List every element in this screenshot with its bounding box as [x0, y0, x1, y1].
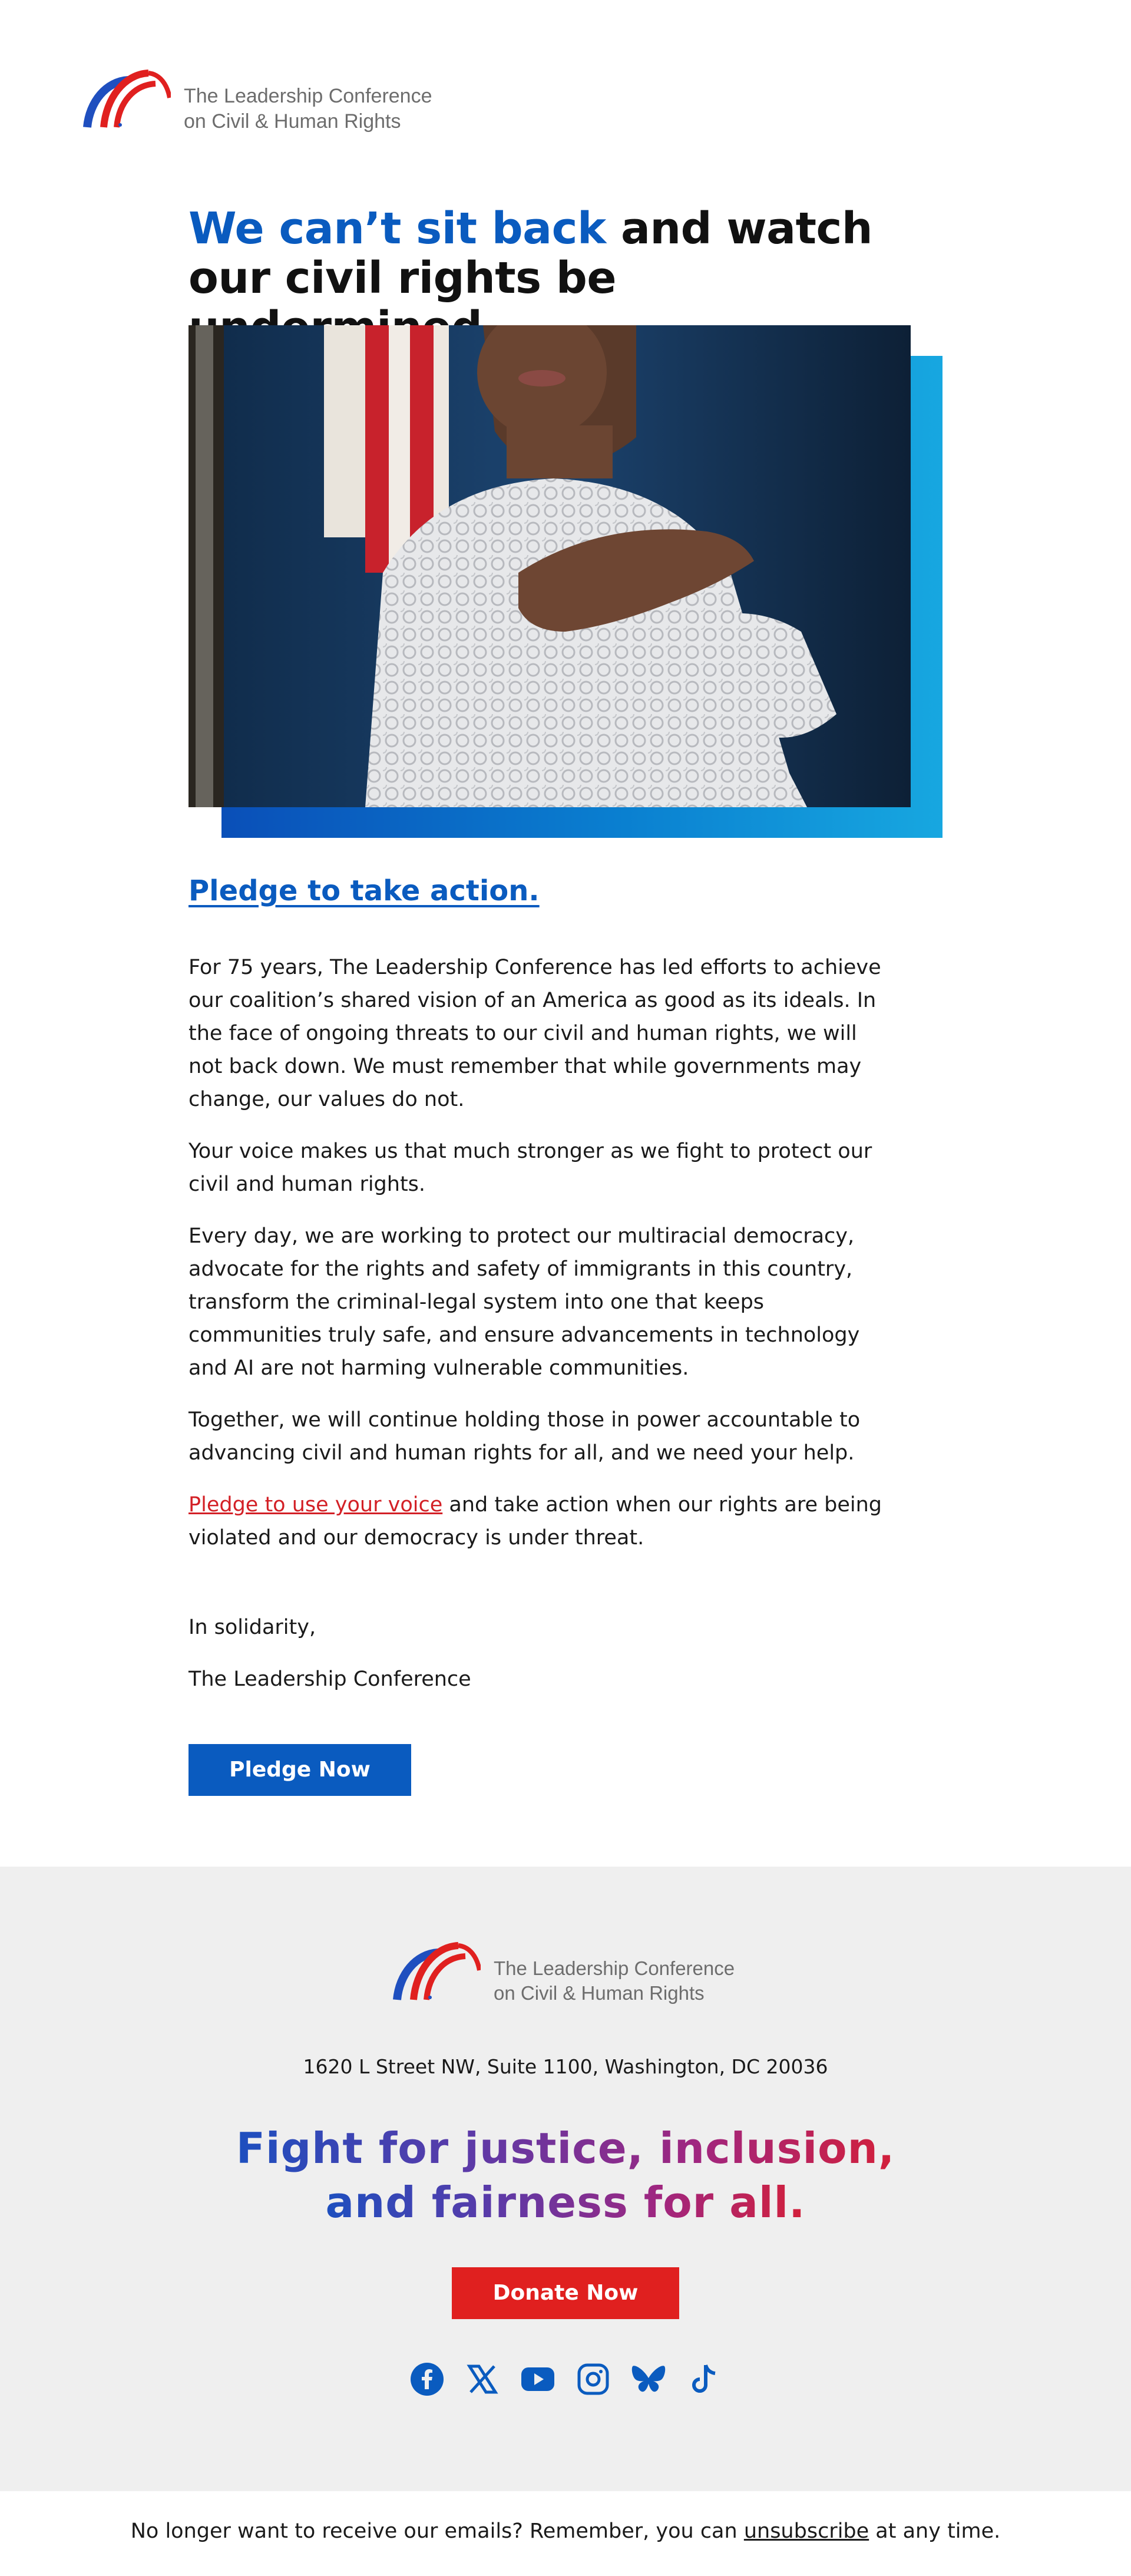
paragraph-4: Together, we will continue holding those in power accountable to advancing civil and human rights for all, and we need your help.: [188, 1408, 861, 1465]
header-logo[interactable]: [82, 70, 432, 134]
org-name: [184, 84, 432, 134]
headline-highlight: We can’t sit back: [188, 203, 606, 254]
hero-image: [188, 325, 911, 807]
org-name-line1: The Leadership Conference: [184, 85, 432, 107]
hero: [188, 325, 943, 838]
footer-logo[interactable]: [392, 1942, 735, 2006]
slogan: [0, 2121, 1131, 2230]
slogan-line2: and fairness for all.: [325, 2175, 805, 2230]
paragraph-1: For 75 years, The Leadership Conference has led efforts to achieve our coalition’s shared vision of an America as good as its ideals. In the face of ongoing threats to our civil and human rights, we will not back down. We must remember that while governments may change, our values do not.: [188, 956, 881, 1111]
pledge-now-button[interactable]: Pledge Now: [188, 1744, 411, 1796]
unsubscribe-after: at any time.: [869, 2519, 1001, 2543]
unsubscribe-before: No longer want to receive our emails? Remember, you can: [130, 2519, 744, 2543]
tiktok-icon[interactable]: [686, 2362, 722, 2397]
x-icon[interactable]: [465, 2362, 500, 2397]
paragraph-2: Your voice makes us that much stronger as we fight to protect our civil and human rights.: [188, 1140, 872, 1196]
footer-org-line2: on Civil & Human Rights: [494, 1982, 705, 2004]
footer: [0, 1867, 1131, 2491]
youtube-icon[interactable]: [520, 2362, 555, 2397]
arch-logo-icon: [392, 1942, 481, 2002]
signature: The Leadership Conference: [188, 1667, 471, 1691]
footer-org-line1: The Leadership Conference: [494, 1957, 735, 1979]
body-text: [188, 951, 895, 1715]
bluesky-icon[interactable]: [631, 2362, 666, 2397]
instagram-icon[interactable]: [576, 2362, 611, 2397]
unsubscribe-link[interactable]: unsubscribe: [743, 2519, 869, 2543]
unsubscribe-line: [0, 2519, 1131, 2543]
footer-org-name: [494, 1956, 735, 2006]
social-links: [0, 2362, 1131, 2397]
paragraph-3: Every day, we are working to protect our multiracial democracy, advocate for the rights and safety of immigrants in this country, transform the criminal-legal system into one that keeps communities truly safe, and ensure advancements in technology and AI are not harming vulnerable communities.: [188, 1224, 860, 1380]
paragraph-cta: [188, 1488, 895, 1554]
arch-logo-icon: [82, 70, 171, 130]
cta-rest: and take action when our rights are being violated and our democracy is under threat.: [188, 1493, 882, 1550]
donate-now-button[interactable]: Donate Now: [452, 2267, 679, 2319]
headline-line2: our civil rights be: [188, 253, 617, 303]
pledge-voice-link[interactable]: Pledge to use your voice: [188, 1493, 443, 1517]
slogan-line1: Fight for justice, inclusion,: [236, 2121, 895, 2175]
headline-line1-rest: and watch: [606, 203, 873, 254]
pledge-title-link[interactable]: Pledge to take action.: [188, 874, 540, 907]
facebook-icon[interactable]: [409, 2362, 445, 2397]
address: 1620 L Street NW, Suite 1100, Washington, DC 20036: [303, 2055, 828, 2078]
org-name-line2: on Civil & Human Rights: [184, 110, 401, 133]
signoff: In solidarity,: [188, 1616, 316, 1639]
